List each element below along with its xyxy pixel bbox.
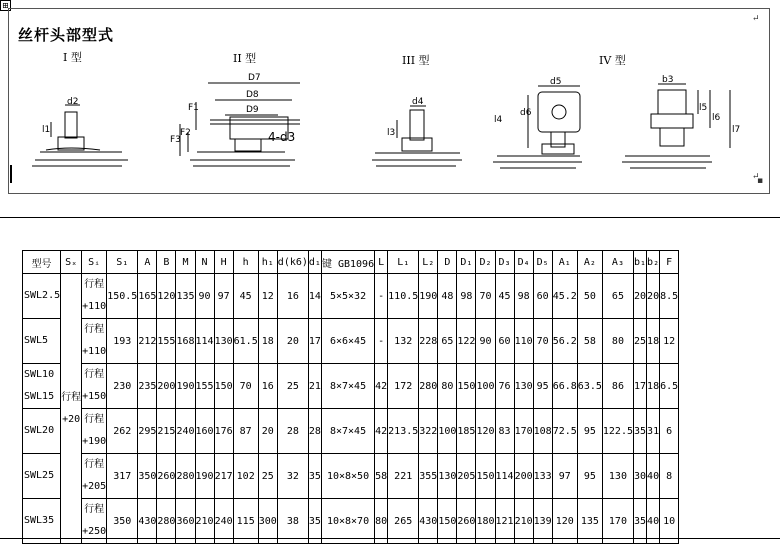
model-cell: SWL35 bbox=[23, 499, 61, 544]
table-cell: 60 bbox=[495, 319, 514, 364]
si-cell: 行程 +110 bbox=[82, 319, 107, 364]
column-header: A₃ bbox=[602, 251, 633, 274]
table-cell: 30 bbox=[634, 454, 647, 499]
table-cell: 83 bbox=[495, 409, 514, 454]
dim-b3: b3 bbox=[662, 75, 674, 85]
table-cell: 350 bbox=[107, 499, 138, 544]
table-cell: 6×6×45 bbox=[321, 319, 374, 364]
table-cell: 45.2 bbox=[552, 274, 577, 319]
table-cell: 221 bbox=[388, 454, 419, 499]
dim-D9: D9 bbox=[246, 105, 259, 115]
table-cell: 95 bbox=[577, 454, 602, 499]
table-cell: 40 bbox=[647, 454, 660, 499]
column-header: 键 GB1096 bbox=[321, 251, 374, 274]
table-cell: 10×8×50 bbox=[321, 454, 374, 499]
table-cell: 240 bbox=[176, 409, 195, 454]
column-header: F bbox=[660, 251, 679, 274]
table-cell: 70 bbox=[233, 364, 258, 409]
table-cell: 200 bbox=[157, 364, 176, 409]
table-cell: 6 bbox=[660, 409, 679, 454]
table-cell: 12 bbox=[660, 319, 679, 364]
table-cell: 97 bbox=[214, 274, 233, 319]
dim-d2: d2 bbox=[67, 97, 79, 107]
table-cell: 265 bbox=[388, 499, 419, 544]
table-cell: 110 bbox=[514, 319, 533, 364]
table-cell: 76 bbox=[495, 364, 514, 409]
table-cell: 20 bbox=[258, 409, 277, 454]
return-mark-icon: ↵ bbox=[752, 14, 760, 24]
table-cell: 190 bbox=[419, 274, 438, 319]
table-cell: 114 bbox=[495, 454, 514, 499]
table-cell: 155 bbox=[195, 364, 214, 409]
table-cell: 60 bbox=[533, 274, 552, 319]
table-cell: 42 bbox=[375, 364, 388, 409]
table-cell: 70 bbox=[476, 274, 495, 319]
table-cell: 35 bbox=[634, 499, 647, 544]
table-cell: 172 bbox=[388, 364, 419, 409]
table-cell: 45 bbox=[495, 274, 514, 319]
table-cell: 193 bbox=[107, 319, 138, 364]
table-cell: 100 bbox=[438, 409, 457, 454]
table-cell: 139 bbox=[533, 499, 552, 544]
dim-F3: F3 bbox=[170, 135, 181, 145]
table-cell: 10 bbox=[660, 499, 679, 544]
type-label-1: I 型 bbox=[63, 51, 82, 64]
column-header: h₁ bbox=[258, 251, 277, 274]
table-cell: 170 bbox=[514, 409, 533, 454]
table-cell: 262 bbox=[107, 409, 138, 454]
table-cell: 130 bbox=[514, 364, 533, 409]
table-cell: 50 bbox=[577, 274, 602, 319]
screw-head-diagram bbox=[10, 40, 750, 180]
table-cell: 160 bbox=[195, 409, 214, 454]
table-cell: 8×7×45 bbox=[321, 409, 374, 454]
table-cell: 215 bbox=[157, 409, 176, 454]
column-header: H bbox=[214, 251, 233, 274]
table-cell: 130 bbox=[602, 454, 633, 499]
si-cell: 行程 +190 bbox=[82, 409, 107, 454]
section-title: 丝杆头部型式 bbox=[18, 26, 115, 44]
table-cell: 40 bbox=[647, 499, 660, 544]
table-cell: 322 bbox=[419, 409, 438, 454]
table-cell: 72.5 bbox=[552, 409, 577, 454]
table-cell: 21 bbox=[308, 364, 321, 409]
table-cell: 300 bbox=[258, 499, 277, 544]
table-cell: 25 bbox=[258, 454, 277, 499]
table-cell: 110.5 bbox=[388, 274, 419, 319]
table-cell: 228 bbox=[419, 319, 438, 364]
table-cell: 122 bbox=[457, 319, 476, 364]
table-cell: 170 bbox=[602, 499, 633, 544]
table-header-row bbox=[23, 251, 679, 274]
spec-table bbox=[22, 250, 679, 544]
dim-l7: l7 bbox=[732, 125, 741, 135]
dim-F2: F2 bbox=[180, 128, 191, 138]
type4a-drawing bbox=[493, 77, 582, 168]
table-cell: 150.5 bbox=[107, 274, 138, 319]
table-cell: 58 bbox=[577, 319, 602, 364]
column-header: d₁ bbox=[308, 251, 321, 274]
table-cell: 135 bbox=[176, 274, 195, 319]
model-cell: SWL5 bbox=[23, 319, 61, 364]
table-cell: 16 bbox=[258, 364, 277, 409]
type4b-drawing bbox=[622, 75, 740, 168]
si-cell: 行程 +110 bbox=[82, 274, 107, 319]
dim-4-d3: 4-d3 bbox=[268, 130, 296, 144]
table-cell: 190 bbox=[195, 454, 214, 499]
table-row bbox=[23, 499, 679, 544]
table-cell: 35 bbox=[308, 454, 321, 499]
table-cell: 98 bbox=[457, 274, 476, 319]
table-cell: 8×7×45 bbox=[321, 364, 374, 409]
table-cell: 115 bbox=[233, 499, 258, 544]
column-header: N bbox=[195, 251, 214, 274]
column-header: b₁ bbox=[634, 251, 647, 274]
cell-end-mark-icon: ▪ bbox=[757, 176, 764, 186]
table-cell: 87 bbox=[233, 409, 258, 454]
table-cell: 150 bbox=[457, 364, 476, 409]
table-cell: 212 bbox=[138, 319, 157, 364]
table-cell: 28 bbox=[308, 409, 321, 454]
model-cell: SWL2.5 bbox=[23, 274, 61, 319]
table-cell: 130 bbox=[438, 454, 457, 499]
table-cell: 31 bbox=[647, 409, 660, 454]
table-cell: 18 bbox=[647, 364, 660, 409]
dim-d5: d5 bbox=[550, 77, 562, 87]
column-header: L bbox=[375, 251, 388, 274]
table-cell: 66.8 bbox=[552, 364, 577, 409]
table-cell: 260 bbox=[457, 499, 476, 544]
table-cell: 430 bbox=[419, 499, 438, 544]
dim-F1: F1 bbox=[188, 103, 199, 113]
table-cell: 98 bbox=[514, 274, 533, 319]
table-cell: 95 bbox=[533, 364, 552, 409]
dim-d6: d6 bbox=[520, 108, 532, 118]
column-header: D₁ bbox=[457, 251, 476, 274]
dim-l1: l1 bbox=[42, 125, 51, 135]
table-cell: 213.5 bbox=[388, 409, 419, 454]
table-cell: 132 bbox=[388, 319, 419, 364]
column-header: D₄ bbox=[514, 251, 533, 274]
dim-l5: l5 bbox=[699, 103, 708, 113]
table-cell: 63.5 bbox=[577, 364, 602, 409]
table-cell: 25 bbox=[277, 364, 308, 409]
table-cell: 210 bbox=[195, 499, 214, 544]
table-cell: 217 bbox=[214, 454, 233, 499]
si-cell: 行程 +150 bbox=[82, 364, 107, 409]
model-cell: SWL10 SWL15 bbox=[23, 364, 61, 409]
table-cell: 20 bbox=[634, 274, 647, 319]
column-header: A₂ bbox=[577, 251, 602, 274]
model-cell: SWL25 bbox=[23, 454, 61, 499]
table-cell: 5×5×32 bbox=[321, 274, 374, 319]
table-cell: 135 bbox=[577, 499, 602, 544]
table-cell: 97 bbox=[552, 454, 577, 499]
table-cell: 58 bbox=[375, 454, 388, 499]
table-cell: 8.5 bbox=[660, 274, 679, 319]
table-cell: 230 bbox=[107, 364, 138, 409]
table-cell: 122.5 bbox=[602, 409, 633, 454]
table-cell: 14 bbox=[308, 274, 321, 319]
table-cell: 102 bbox=[233, 454, 258, 499]
table-cell: 70 bbox=[533, 319, 552, 364]
table-cell: 35 bbox=[308, 499, 321, 544]
table-cell: 65 bbox=[438, 319, 457, 364]
table-row bbox=[23, 409, 679, 454]
column-header: b₂ bbox=[647, 251, 660, 274]
column-header: B bbox=[157, 251, 176, 274]
table-cell: 35 bbox=[634, 409, 647, 454]
table-cell: 86 bbox=[602, 364, 633, 409]
dim-l3: l3 bbox=[387, 128, 396, 138]
table-cell: 176 bbox=[214, 409, 233, 454]
table-cell: 90 bbox=[476, 319, 495, 364]
si-cell: 行程 +205 bbox=[82, 454, 107, 499]
table-cell: 165 bbox=[138, 274, 157, 319]
table-cell: 65 bbox=[602, 274, 633, 319]
table-cell: 17 bbox=[308, 319, 321, 364]
column-header: Sₓ bbox=[61, 251, 82, 274]
table-cell: 200 bbox=[514, 454, 533, 499]
table-row bbox=[23, 274, 679, 319]
table-cell: 317 bbox=[107, 454, 138, 499]
column-header: A bbox=[138, 251, 157, 274]
column-header: L₂ bbox=[419, 251, 438, 274]
table-cell: 120 bbox=[157, 274, 176, 319]
dim-l6: l6 bbox=[712, 113, 721, 123]
table-cell: 155 bbox=[157, 319, 176, 364]
table-cell: 100 bbox=[476, 364, 495, 409]
column-header: D₂ bbox=[476, 251, 495, 274]
table-cell: 80 bbox=[375, 499, 388, 544]
table-cell: 150 bbox=[476, 454, 495, 499]
table-cell: 355 bbox=[419, 454, 438, 499]
table-cell: 280 bbox=[176, 454, 195, 499]
table-row bbox=[23, 319, 679, 364]
table-cell: 56.2 bbox=[552, 319, 577, 364]
table-cell: 20 bbox=[647, 274, 660, 319]
table-cell: 150 bbox=[214, 364, 233, 409]
table-cell: 17 bbox=[634, 364, 647, 409]
table-cell: 185 bbox=[457, 409, 476, 454]
table-cell: 10×8×70 bbox=[321, 499, 374, 544]
column-header: d(k6) bbox=[277, 251, 308, 274]
column-header: D bbox=[438, 251, 457, 274]
type-label-4: IV 型 bbox=[599, 54, 626, 67]
sx-shared-cell: 行程 +20 bbox=[61, 274, 82, 544]
column-header: Sᵢ bbox=[82, 251, 107, 274]
table-cell: 32 bbox=[277, 454, 308, 499]
table-cell: 130 bbox=[214, 319, 233, 364]
table-cell: 95 bbox=[577, 409, 602, 454]
table-cell: 80 bbox=[438, 364, 457, 409]
table-cell: 133 bbox=[533, 454, 552, 499]
table-cell: 38 bbox=[277, 499, 308, 544]
table-cell: 280 bbox=[419, 364, 438, 409]
table-cell: 205 bbox=[457, 454, 476, 499]
table-cell: 360 bbox=[176, 499, 195, 544]
table-cell: 80 bbox=[602, 319, 633, 364]
table-cell: 16 bbox=[277, 274, 308, 319]
table-cell: 210 bbox=[514, 499, 533, 544]
table-cell: - bbox=[375, 319, 388, 364]
column-header: h bbox=[233, 251, 258, 274]
si-cell: 行程 +250 bbox=[82, 499, 107, 544]
table-cell: 48 bbox=[438, 274, 457, 319]
table-cell: 240 bbox=[214, 499, 233, 544]
table-cell: 150 bbox=[438, 499, 457, 544]
column-header: A₁ bbox=[552, 251, 577, 274]
table-cell: 280 bbox=[157, 499, 176, 544]
table-cell: 18 bbox=[258, 319, 277, 364]
table-cell: 45 bbox=[233, 274, 258, 319]
table-cell: 12 bbox=[258, 274, 277, 319]
table-cell: 120 bbox=[552, 499, 577, 544]
column-header: M bbox=[176, 251, 195, 274]
table-cell: 6.5 bbox=[660, 364, 679, 409]
table-cell: - bbox=[375, 274, 388, 319]
dim-l4: l4 bbox=[494, 115, 503, 125]
table-cell: 18 bbox=[647, 319, 660, 364]
column-header: L₁ bbox=[388, 251, 419, 274]
type-label-2: II 型 bbox=[233, 52, 257, 65]
table-cell: 430 bbox=[138, 499, 157, 544]
table-cell: 90 bbox=[195, 274, 214, 319]
table-cell: 350 bbox=[138, 454, 157, 499]
table-cell: 25 bbox=[634, 319, 647, 364]
table-cell: 28 bbox=[277, 409, 308, 454]
column-header: D₃ bbox=[495, 251, 514, 274]
page-divider bbox=[0, 217, 780, 218]
type3-drawing bbox=[372, 97, 462, 166]
column-header: 型号 bbox=[23, 251, 61, 274]
table-cell: 235 bbox=[138, 364, 157, 409]
table-cell: 260 bbox=[157, 454, 176, 499]
table-cell: 108 bbox=[533, 409, 552, 454]
return-mark-icon: ↵ bbox=[752, 172, 760, 182]
table-row bbox=[23, 454, 679, 499]
table-cell: 120 bbox=[476, 409, 495, 454]
type2-drawing bbox=[170, 73, 300, 166]
model-cell: SWL20 bbox=[23, 409, 61, 454]
dim-D8: D8 bbox=[246, 90, 259, 100]
type1-drawing bbox=[32, 97, 128, 166]
table-cell: 180 bbox=[476, 499, 495, 544]
table-cell: 121 bbox=[495, 499, 514, 544]
table-cell: 61.5 bbox=[233, 319, 258, 364]
table-cell: 190 bbox=[176, 364, 195, 409]
dim-d4: d4 bbox=[412, 97, 424, 107]
dim-D7: D7 bbox=[248, 73, 261, 83]
table-cell: 295 bbox=[138, 409, 157, 454]
table-cell: 20 bbox=[277, 319, 308, 364]
table-move-handle[interactable]: ⊞ bbox=[0, 0, 11, 11]
table-cell: 8 bbox=[660, 454, 679, 499]
type-label-3: III 型 bbox=[402, 54, 430, 67]
table-cell: 42 bbox=[375, 409, 388, 454]
table-cell: 168 bbox=[176, 319, 195, 364]
column-header: S₁ bbox=[107, 251, 138, 274]
table-row bbox=[23, 364, 679, 409]
column-header: D₅ bbox=[533, 251, 552, 274]
table-cell: 114 bbox=[195, 319, 214, 364]
